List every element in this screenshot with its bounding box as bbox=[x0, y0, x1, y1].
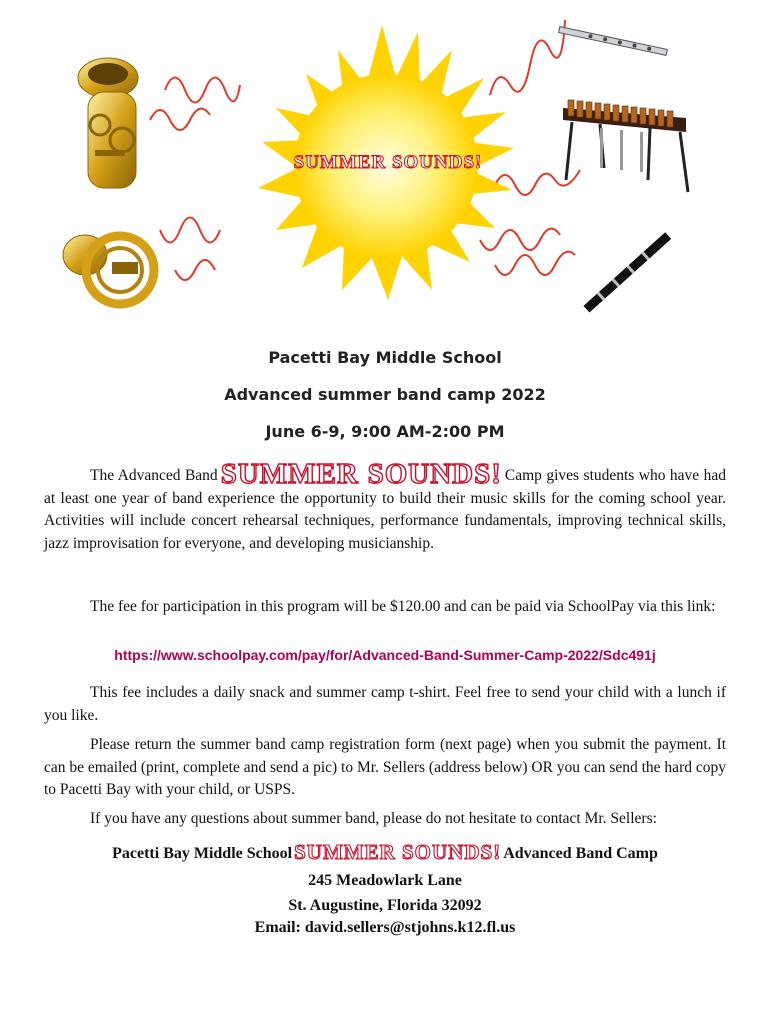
contact-email[interactable]: Email: david.sellers@stjohns.k12.fl.us bbox=[254, 919, 516, 936]
fee-includes-paragraph bbox=[44, 682, 726, 727]
signature-line bbox=[0, 840, 770, 865]
intro-text-after: Camp gives students who have had at least one year of band experience the opportunity to build their music skills for the coming school year. Activities will include concert rehearsal techniques, performance fundamentals, improving technical skills, jazz improvisation for everyone, and developing musicianship. bbox=[44, 467, 726, 552]
camp-heading: Advanced summer band camp 2022 bbox=[224, 385, 546, 404]
inline-banner: SUMMER SOUNDS! bbox=[220, 458, 502, 490]
flute-icon bbox=[559, 27, 668, 56]
french-horn-icon bbox=[63, 235, 154, 304]
schoolpay-link[interactable]: https://www.schoolpay.com/pay/for/Advanced-Band-Summer-Camp-2022/Sdc491j bbox=[114, 647, 656, 663]
intro-paragraph bbox=[44, 458, 726, 555]
signature-banner: SUMMER SOUNDS! bbox=[294, 840, 502, 864]
signature-camp: Advanced Band Camp bbox=[503, 845, 658, 862]
fee-includes-text: This fee includes a daily snack and summer camp t-shirt. Feel free to send your child with a lunch if you like. bbox=[44, 684, 726, 724]
return-text: Please return the summer band camp registration form (next page) when you submit the payment. It can be emailed (print, complete and send a pic) to Mr. Sellers (address below) OR you can send the hard copy to Pacetti Bay with your child, or USPS. bbox=[44, 736, 726, 798]
xylophone-icon bbox=[563, 100, 688, 192]
address-city: St. Augustine, Florida 32092 bbox=[288, 897, 482, 914]
sun-banner-text: SUMMER SOUNDS! bbox=[293, 152, 483, 173]
return-paragraph bbox=[44, 734, 726, 802]
signature-school: Pacetti Bay Middle School bbox=[112, 845, 293, 862]
questions-text: If you have any questions about summer band, please do not hesitate to contact Mr. Sellers: bbox=[90, 810, 657, 827]
dates-heading: June 6-9, 9:00 AM-2:00 PM bbox=[265, 422, 505, 441]
clarinet-icon bbox=[583, 232, 671, 312]
header-artwork bbox=[0, 0, 770, 330]
school-heading: Pacetti Bay Middle School bbox=[268, 348, 502, 367]
fee-text: The fee for participation in this program will be $120.00 and can be paid via SchoolPay via this link: bbox=[90, 598, 716, 615]
questions-paragraph bbox=[44, 808, 726, 831]
address-street: 245 Meadowlark Lane bbox=[308, 872, 462, 889]
tuba-icon bbox=[78, 58, 138, 188]
intro-text-before: The Advanced Band bbox=[90, 467, 218, 484]
fee-paragraph bbox=[44, 596, 726, 619]
